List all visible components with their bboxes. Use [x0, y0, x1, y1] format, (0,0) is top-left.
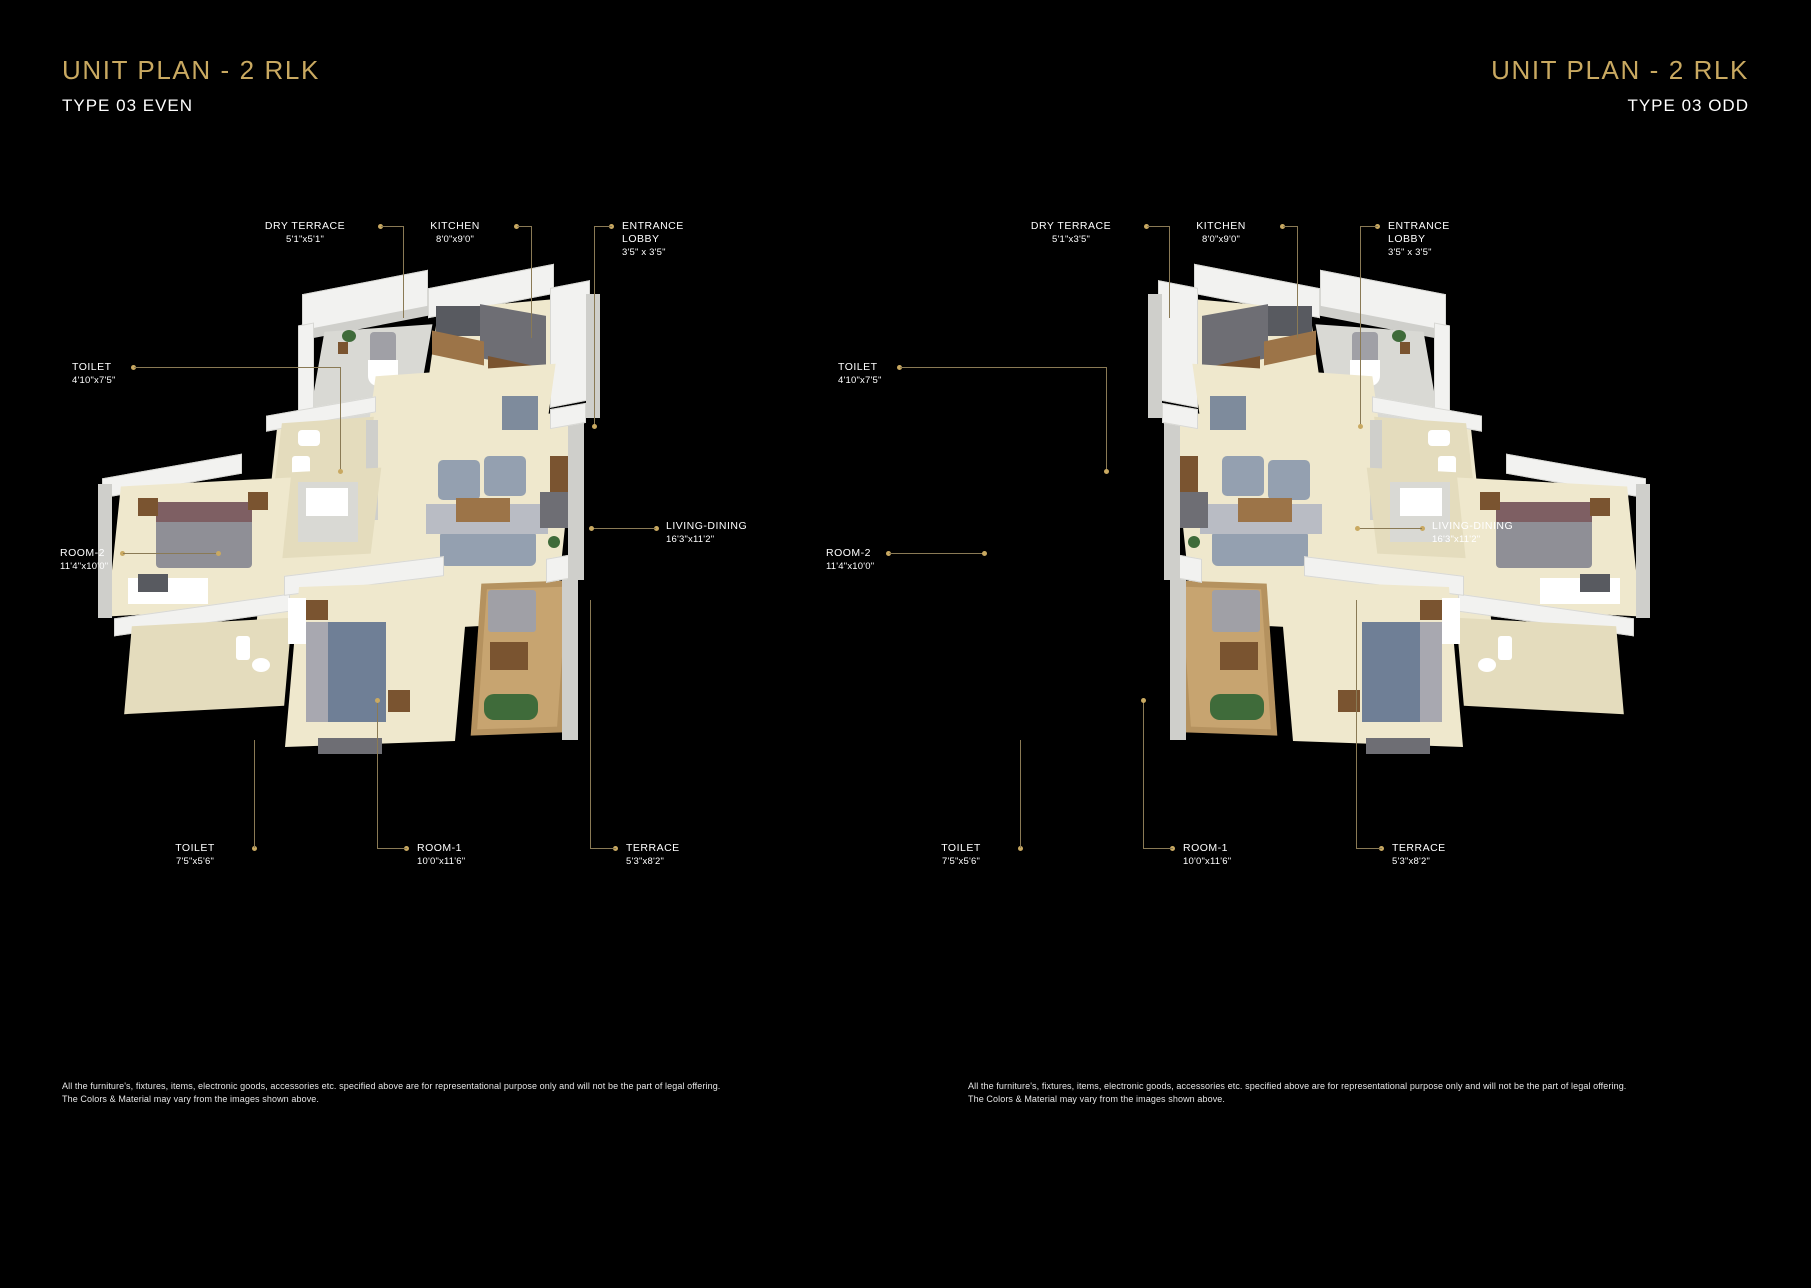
leader-toilet-top-h: [134, 367, 340, 368]
disclaimer-even: All the furniture's, fixtures, items, electronic goods, accessories etc. specified above are for representational purpose only and will not be the part of legal offering. The Colors & Material may vary from the images shown above.: [62, 1081, 721, 1104]
callout-dot-toilet-top-odd-end: [1104, 469, 1109, 474]
page-title: UNIT PLAN - 2 RLK: [62, 55, 320, 85]
leader-terrace-odd-v: [1356, 600, 1357, 848]
leader-toilet-top-v: [340, 367, 341, 471]
leader-kitchen-odd-v: [1297, 226, 1298, 338]
leader-kitchen-odd-h: [1283, 226, 1297, 227]
label-room1-odd: ROOM-1 10'0"x11'6": [1183, 842, 1232, 867]
label-room1: ROOM-1 10'0"x11'6": [417, 842, 466, 867]
leader-entrance-lobby-v: [594, 226, 595, 426]
label-room2-odd: ROOM-2 11'4"x10'0": [826, 547, 875, 572]
floorplan-image-odd: [1078, 270, 1678, 830]
leader-toilet-top-odd-h: [900, 367, 1106, 368]
leader-room1-odd-v: [1143, 700, 1144, 848]
leader-toilet-bottom-odd-v: [1020, 740, 1021, 848]
leader-kitchen-v: [531, 226, 532, 338]
page-title-odd: UNIT PLAN - 2 RLK: [1491, 55, 1749, 85]
leader-room1-v: [377, 700, 378, 848]
leader-toilet-top-odd-v: [1106, 367, 1107, 471]
label-living-dining: LIVING-DINING 16'3"x11'2": [666, 520, 748, 545]
label-toilet-bottom: TOILET 7'5"x5'6": [175, 842, 215, 867]
callout-dot-room2-odd-end: [982, 551, 987, 556]
label-dry-terrace-odd: DRY TERRACE 5'1"x3'5": [1030, 220, 1112, 245]
label-terrace: TERRACE 5'3"x8'2": [626, 842, 680, 867]
label-terrace-odd: TERRACE 5'3"x8'2": [1392, 842, 1446, 867]
unit-plan-panel-odd: [826, 0, 1811, 1288]
leader-living-dining-h: [592, 528, 656, 529]
callout-dot-toilet-top-end: [338, 469, 343, 474]
callout-dot-entrance-lobby-odd-end: [1358, 424, 1363, 429]
leader-kitchen-h: [517, 226, 531, 227]
leader-room2-h: [123, 553, 219, 554]
label-living-dining-odd: LIVING-DINING 16'3"x11'2": [1432, 520, 1514, 545]
label-kitchen-odd: KITCHEN 8'0"x9'0": [1196, 220, 1246, 245]
page-subtitle: TYPE 03 EVEN: [62, 96, 194, 115]
callout-dot-room1-odd-end: [1141, 698, 1146, 703]
label-entrance-lobby-odd: ENTRANCE LOBBY 3'5" x 3'5": [1388, 220, 1450, 258]
label-toilet-top: TOILET 4'10"x7'5": [72, 361, 116, 386]
label-dry-terrace: DRY TERRACE 5'1"x5'1": [264, 220, 346, 245]
label-room2: ROOM-2 11'4"x10'0": [60, 547, 109, 572]
leader-entrance-lobby-h: [594, 226, 612, 227]
label-kitchen: KITCHEN 8'0"x9'0": [430, 220, 480, 245]
callout-dot-living-dining-end: [589, 526, 594, 531]
leader-terrace-v: [590, 600, 591, 848]
leader-living-dining-odd-h: [1358, 528, 1422, 529]
leader-terrace-h: [590, 848, 616, 849]
label-entrance-lobby: ENTRANCE LOBBY 3'5" x 3'5": [622, 220, 684, 258]
unit-plan-panel-even: [0, 0, 905, 1288]
leader-entrance-lobby-odd-v: [1360, 226, 1361, 426]
label-toilet-bottom-odd: TOILET 7'5"x5'6": [941, 842, 981, 867]
leader-entrance-lobby-odd-h: [1360, 226, 1378, 227]
leader-toilet-bottom-v: [254, 740, 255, 848]
callout-dot-living-dining-odd-end: [1355, 526, 1360, 531]
leader-room1-odd-h: [1143, 848, 1173, 849]
page-subtitle-odd: TYPE 03 ODD: [1627, 96, 1749, 115]
label-toilet-top-odd: TOILET 4'10"x7'5": [838, 361, 882, 386]
disclaimer-odd: All the furniture's, fixtures, items, electronic goods, accessories etc. specified above are for representational purpose only and will not be the part of legal offering. The Colors & Material may vary from the images shown above.: [968, 1081, 1627, 1104]
callout-dot-room2-end: [216, 551, 221, 556]
leader-room1-h: [377, 848, 407, 849]
callout-dot-entrance-lobby-end: [592, 424, 597, 429]
leader-room2-odd-h: [889, 553, 985, 554]
callout-dot-room1-end: [375, 698, 380, 703]
leader-terrace-odd-h: [1356, 848, 1382, 849]
